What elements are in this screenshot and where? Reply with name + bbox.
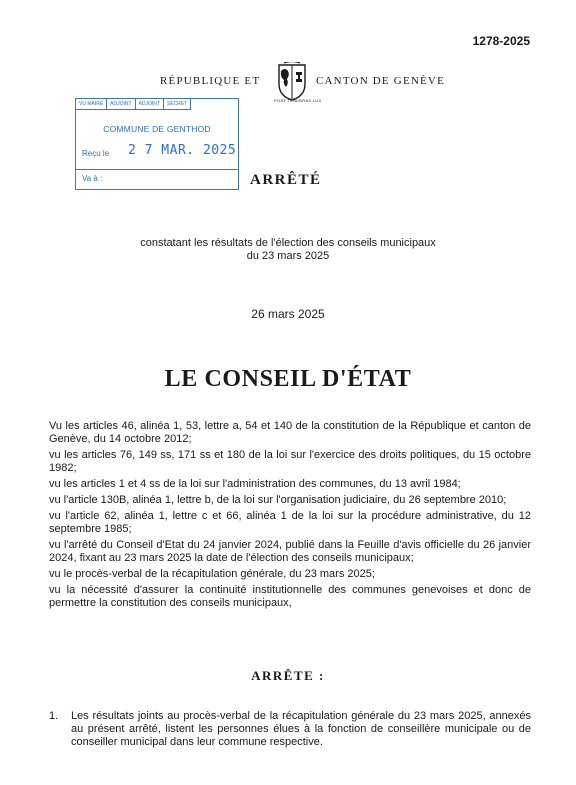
header-republique: RÉPUBLIQUE ET (160, 75, 261, 87)
geneva-crest-icon (276, 62, 308, 102)
stamp-col-adjoint-2: ADJOINT (136, 99, 164, 110)
header-canton: CANTON DE GENÈVE (316, 75, 445, 87)
considerant-item: vu l'article 130B, alinéa 1, lettre b, de la loi sur l'organisation judiciaire, du 26 septembre 2010; (49, 494, 507, 506)
considerant-item: vu les articles 1 et 4 ss de la loi sur l'administration des communes, du 13 avril 1984; (49, 478, 461, 490)
article-text: Les résultats joints au procès-verbal de la récapitulation générale du 23 mars 2025, annexés au présent arrêté, listent les personnes élues à la fonction de conseillère municipale ou de conseiller municipal dans leur commune respective. (71, 710, 531, 748)
subtitle-line-2: du 23 mars 2025 (246, 250, 330, 262)
stamp-columns (76, 99, 191, 110)
council-title: LE CONSEIL D'ÉTAT (164, 366, 412, 392)
stamp-recu-label: Reçu le (82, 149, 110, 158)
considerant-item: vu le procès-verbal de la récapitulation générale, du 23 mars 2025; (49, 568, 375, 580)
stamp-commune: COMMUNE DE GENTHOD (103, 124, 211, 134)
reception-stamp (75, 98, 239, 190)
considerant-item: vu l'arrêté du Conseil d'Etat du 24 janvier 2024, publié dans la Feuille d'avis officielle du 26 janvier 2024, fixant au 23 mars 2025 la date de l'élection des conseils municipaux; (49, 539, 531, 564)
subtitle (0, 237, 576, 263)
arrete-heading: ARRÊTE : (251, 668, 325, 683)
stamp-divider (76, 169, 238, 170)
stamp-col-secret: SECRET (164, 99, 191, 110)
subtitle-line-1: constatant les résultats de l'élection des conseils municipaux (140, 237, 436, 249)
considerant-item: vu les articles 76, 149 ss, 171 ss et 180 de la loi sur l'exercice des droits politiques, du 15 octobre 1982; (49, 449, 531, 474)
considerant-item: Vu les articles 46, alinéa 1, 53, lettre a, 54 et 140 de la constitution de la République et canton de Genève, du 14 octobre 2012; (49, 420, 531, 445)
stamp-col-adjoint: ADJOINT (107, 99, 135, 110)
article-1 (49, 710, 531, 749)
considerant-item: vu l'article 62, alinéa 1, lettre c et 66, alinéa 1 de la loi sur la procédure administrative, du 12 septembre 1985; (49, 510, 531, 535)
article-number: 1. (49, 710, 59, 722)
stamp-col-vu-maire: VU MAIRE (76, 99, 107, 110)
document-number: 1278-2025 (472, 34, 530, 48)
decision-date: 26 mars 2025 (251, 307, 325, 321)
considerants-list (49, 420, 531, 613)
crest-motto: POST TENEBRAS LUX (274, 98, 322, 103)
stamp-va-label: Va à : (82, 174, 103, 183)
considerant-item: vu la nécessité d'assurer la continuité institutionnelle des communes genevoises et donc de permettre la constitution des conseils municipaux, (49, 584, 531, 609)
arrete-title: ARRÊTÉ (250, 172, 322, 188)
stamp-date: 2 7 MAR. 2025 (128, 143, 237, 158)
